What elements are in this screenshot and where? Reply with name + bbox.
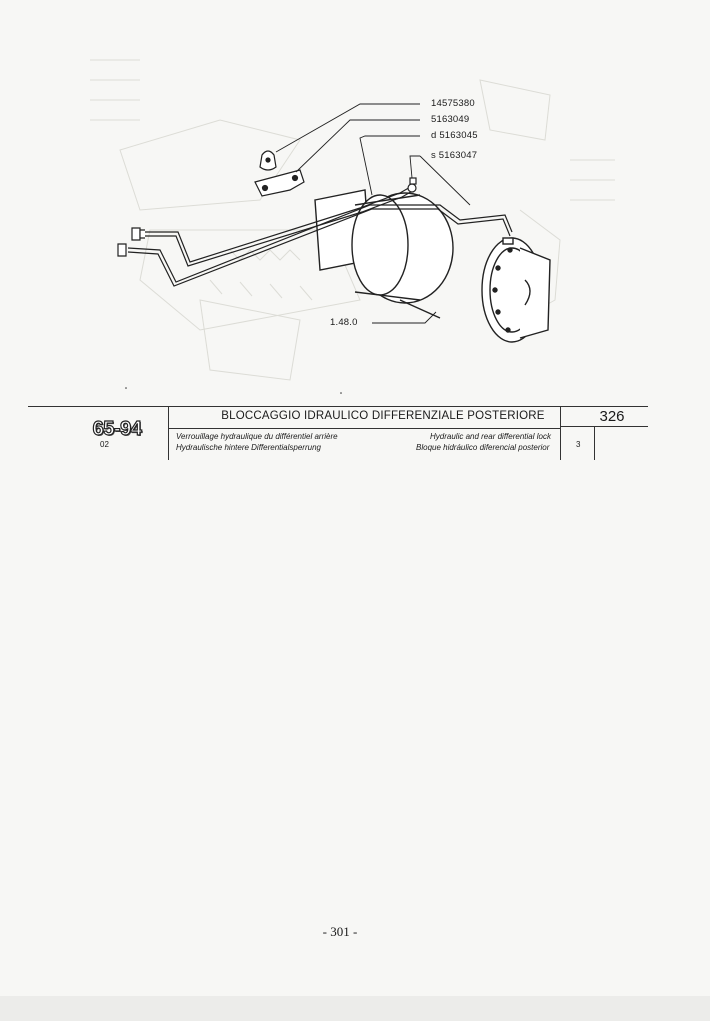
callout-part-c: d 5163045 (431, 130, 478, 141)
table-header (28, 404, 648, 460)
axle-hub (482, 238, 550, 342)
model-sub: 02 (100, 440, 109, 449)
pipe-clip (260, 151, 276, 170)
description-es: Bloque hidráulico diferencial posterior (416, 443, 550, 452)
table-number: 326 (599, 408, 625, 425)
section-title: BLOCCAGGIO IDRAULICO DIFFERENZIALE POSTERIORE (221, 410, 545, 422)
callout-part-a: 14575380 (431, 98, 475, 109)
scan-edge (0, 996, 710, 1021)
model-code-badge: 65-94 (92, 418, 142, 440)
sub-divider (594, 426, 595, 460)
mounting-bracket (255, 170, 304, 196)
description-fr: Verrouillage hydraulique du différentiel arrière (176, 432, 338, 441)
page-number: - 301 - (322, 924, 358, 939)
description-de: Hydraulische hintere Differentialsperrung (176, 443, 321, 452)
description-en: Hydraulic and rear differential lock (430, 432, 551, 441)
table-sub: 3 (576, 440, 581, 449)
callout-part-d: s 5163047 (431, 150, 478, 161)
callout-part-e: 1.48.0 (330, 317, 358, 328)
top-rule (28, 406, 648, 407)
number-underline (560, 426, 648, 427)
parts-diagram (0, 0, 710, 400)
callout-part-b: 5163049 (431, 114, 470, 125)
title-underline (168, 428, 560, 429)
scan-dots (125, 387, 342, 394)
left-divider (168, 406, 169, 460)
